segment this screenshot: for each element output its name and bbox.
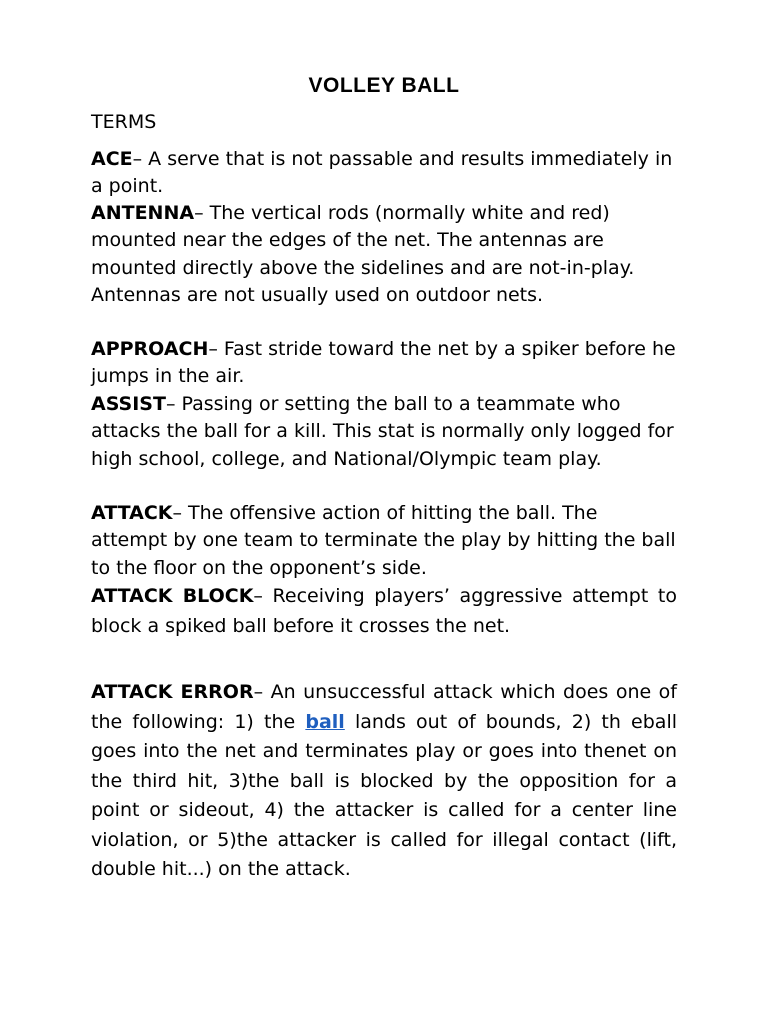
- term-label: ASSIST: [91, 393, 166, 415]
- term-definition: – A serve that is not passable and results immediately in a point.: [91, 148, 673, 198]
- term-definition: – Fast stride toward the net by a spiker before he jumps in the air.: [91, 338, 676, 388]
- term-entry-antenna: [91, 200, 677, 309]
- term-entry-attack-block: [91, 582, 677, 641]
- term-label: ATTACK BLOCK: [91, 585, 254, 607]
- document-title: VOLLEY BALL: [308, 74, 460, 97]
- term-definition-end: lands out of bounds, 2) th eball goes into the net and terminates play or goes into thenet on the third hit, 3)the ball is blocked by the opposition for a point or sideout, 4) the attacker is called for a center line violation, or 5)the attacker is called for illegal contact (lift, double hit...) on the attack.: [91, 710, 678, 880]
- term-definition-start: – An unsuccessful attack which does one of the following: 1) the: [91, 681, 677, 733]
- term-definition: – Receiving players’ aggressive attempt to block a spiked ball before it crosses the net.: [91, 585, 678, 637]
- term-label: ANTENNA: [91, 202, 195, 224]
- term-label: APPROACH: [91, 338, 209, 360]
- term-entry-attack-error: [91, 678, 677, 885]
- term-entry-assist: [91, 391, 677, 473]
- term-definition: – Passing or setting the ball to a teammate who attacks the ball for a kill. This stat is normally only logged for high school, college, and National/Olympic team play.: [91, 393, 674, 470]
- term-label: ATTACK ERROR: [91, 681, 254, 703]
- ball-link[interactable]: ball: [305, 710, 345, 733]
- term-definition: – The offensive action of hitting the ball. The attempt by one team to terminate the play by hitting the ball to the floor on the opponent’s side.: [91, 502, 676, 579]
- term-definition: – The vertical rods (normally white and red) mounted near the edges of the net. The antennas are mounted directly above the sidelines and are not-in-play. Antennas are not usually used on outdoor nets.: [91, 202, 635, 306]
- term-entry-ace: [91, 146, 677, 201]
- term-label: ATTACK: [91, 502, 173, 524]
- term-entry-approach: [91, 336, 677, 391]
- section-heading: TERMS: [91, 111, 157, 133]
- term-label: ACE: [91, 148, 133, 170]
- term-entry-attack: [91, 500, 677, 582]
